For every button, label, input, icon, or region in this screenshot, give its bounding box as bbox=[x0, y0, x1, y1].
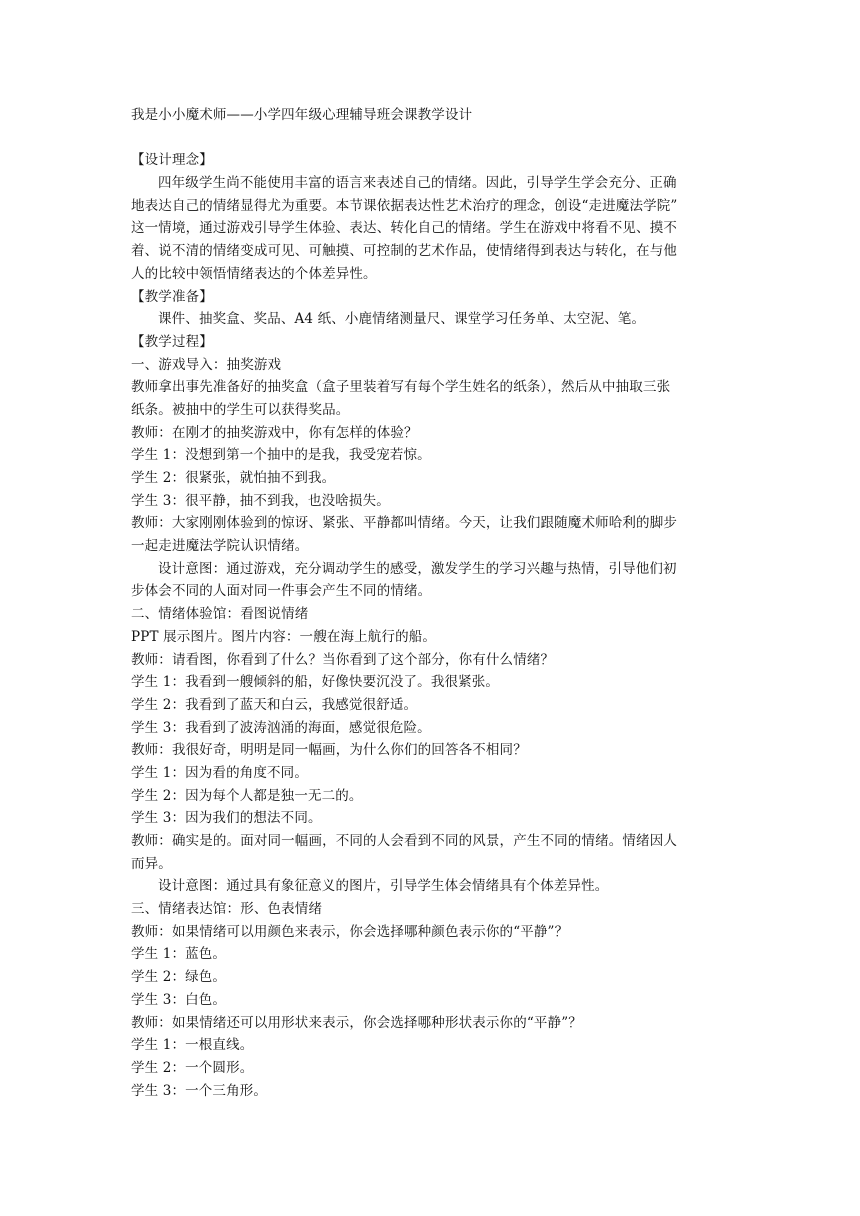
part2-line: 学生 1：因为看的角度不同。 bbox=[131, 764, 308, 781]
part2-line: 学生 3：我看到了波涛汹涌的海面，感觉很危险。 bbox=[131, 719, 431, 736]
part3-line: 学生 1：蓝色。 bbox=[131, 946, 227, 963]
part1-intent-line: 步体会不同的人面对同一件事会产生不同的情绪。 bbox=[131, 583, 432, 600]
part3-line: 学生 3：一个三角形。 bbox=[131, 1082, 268, 1099]
prep-materials: 课件、抽奖盒、奖品、A4 纸、小鹿情绪测量尺、课堂学习任务单、太空泥、笔。 bbox=[158, 311, 646, 328]
part2-line: 学生 3：因为我们的想法不同。 bbox=[131, 810, 322, 827]
part3-line: 教师：如果情绪可以用颜色来表示，你会选择哪种颜色表示你的“平静”？ bbox=[131, 923, 569, 940]
part1-heading: 一、游戏导入：抽奖游戏 bbox=[131, 356, 282, 373]
part1-line: 教师：在刚才的抽奖游戏中，你有怎样的体验？ bbox=[131, 424, 418, 441]
part3-line: 学生 3：白色。 bbox=[131, 991, 227, 1008]
design-paragraph-line: 着、说不清的情绪变成可见、可触摸、可控制的艺术作品，使情绪得到表达与转化，在与他 bbox=[131, 243, 677, 260]
prep-heading: 【教学准备】 bbox=[131, 288, 213, 305]
part1-intent-line: 设计意图：通过游戏，充分调动学生的感受，激发学生的学习兴趣与热情，引导他们初 bbox=[158, 560, 677, 577]
document-body bbox=[131, 104, 731, 1102]
part1-line: 一起走进魔法学院认识情绪。 bbox=[131, 538, 309, 555]
part2-line: 教师：确实是的。面对同一幅画，不同的人会看到不同的风景，产生不同的情绪。情绪因人 bbox=[131, 833, 677, 849]
part3-line: 教师：如果情绪还可以用形状来表示，你会选择哪种形状表示你的“平静”？ bbox=[131, 1014, 582, 1031]
part1-line: 教师拿出事先准备好的抽奖盒（盒子里装着写有每个学生姓名的纸条），然后从中抽取三张 bbox=[131, 379, 671, 396]
part1-line: 学生 1：没想到第一个抽中的是我，我受宠若惊。 bbox=[131, 447, 431, 464]
part3-line: 学生 1：一根直线。 bbox=[131, 1037, 254, 1054]
design-paragraph-line: 这一情境，通过游戏引导学生体验、表达、转化自己的情绪。学生在游戏中将看不见、摸不 bbox=[131, 220, 677, 237]
part2-line: 学生 2：因为每个人都是独一无二的。 bbox=[131, 787, 363, 804]
part3-line: 学生 2：一个圆形。 bbox=[131, 1059, 254, 1076]
document-title: 我是小小魔术师——小学四年级心理辅导班会课教学设计 bbox=[131, 107, 473, 123]
design-paragraph-line: 地表达自己的情绪显得尤为重要。本节课依据表达性艺术治疗的理念，创设“走进魔法学院” bbox=[131, 197, 678, 214]
part1-line: 纸条。被抽中的学生可以获得奖品。 bbox=[131, 401, 350, 418]
part2-line: 教师：请看图，你看到了什么？当你看到了这个部分，你有什么情绪？ bbox=[131, 651, 555, 668]
part2-line: 而异。 bbox=[131, 855, 172, 872]
process-heading: 【教学过程】 bbox=[131, 333, 213, 350]
part3-heading: 三、情绪表达馆：形、色表情绪 bbox=[131, 901, 323, 918]
part2-intent-line: 设计意图：通过具有象征意义的图片，引导学生体会情绪具有个体差异性。 bbox=[158, 878, 609, 895]
part2-line: 学生 2：我看到了蓝天和白云，我感觉很舒适。 bbox=[131, 696, 418, 713]
part1-line: 教师：大家刚刚体验到的惊讶、紧张、平静都叫情绪。今天，让我们跟随魔术师哈利的脚步 bbox=[131, 515, 677, 532]
part2-line: PPT 展示图片。图片内容：一艘在海上航行的船。 bbox=[131, 628, 437, 645]
part1-line: 学生 2：很紧张，就怕抽不到我。 bbox=[131, 470, 336, 486]
part1-line: 学生 3：很平静，抽不到我，也没啥损失。 bbox=[131, 492, 390, 509]
part2-line: 教师：我很好奇，明明是同一幅画，为什么你们的回答各不相同？ bbox=[131, 742, 527, 759]
design-paragraph-line: 人的比较中领悟情绪表达的个体差异性。 bbox=[131, 265, 377, 282]
part3-line: 学生 2：绿色。 bbox=[131, 969, 227, 986]
part2-heading: 二、情绪体验馆：看图说情绪 bbox=[131, 606, 309, 623]
design-heading: 【设计理念】 bbox=[131, 152, 213, 169]
blank-line bbox=[131, 127, 731, 150]
part2-line: 学生 1：我看到一艘倾斜的船，好像快要沉没了。我很紧张。 bbox=[131, 674, 500, 691]
design-paragraph-line: 四年级学生尚不能使用丰富的语言来表述自己的情绪。因此，引导学生学会充分、正确 bbox=[158, 175, 677, 192]
